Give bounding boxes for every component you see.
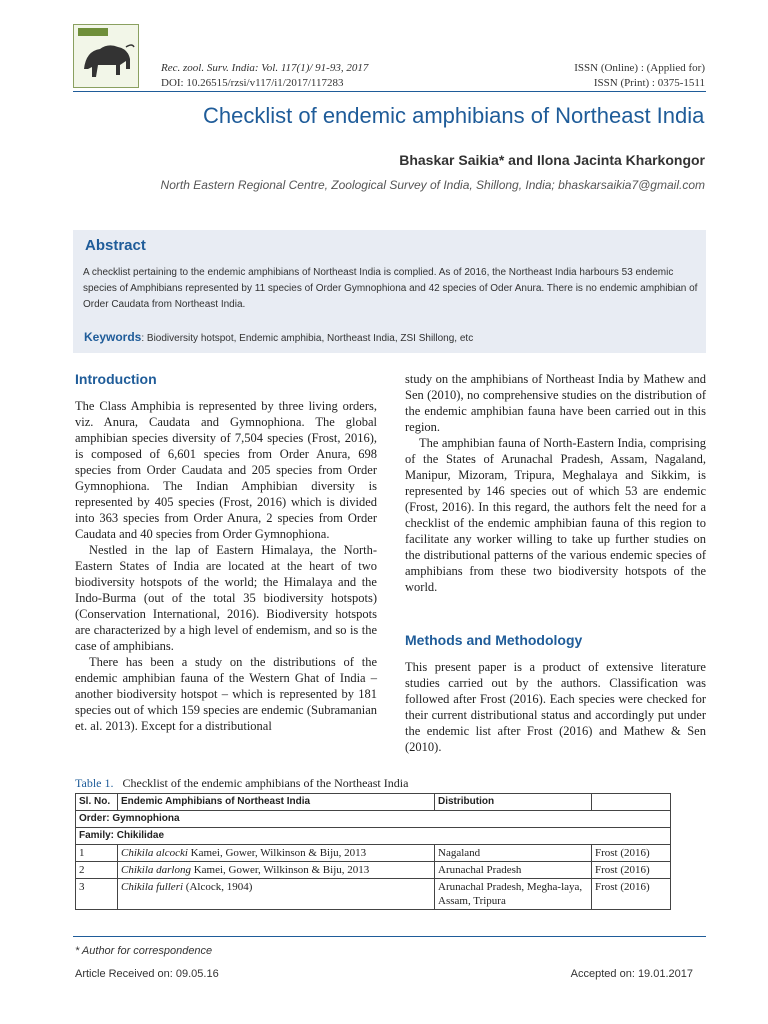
affiliation: North Eastern Regional Centre, Zoological Survey of India, Shillong, India; bhaskarsaikia7@gmail.com [160,178,705,192]
table-row [76,845,671,862]
intro-paragraph-4: study on the amphibians of Northeast India by Mathew and Sen (2010), no comprehensive studies on the distribution of the endemic amphibian fauna have been carried out in this region. [405,372,706,434]
row-number: 1 [76,845,118,862]
family-cell: Family: Chikilidae [76,828,671,845]
methods-paragraph: This present paper is a product of extensive literature studies carried out by the authors. Classification was followed after Frost (2016). Each species were checked for their current distributional status and accordingly put under the endemic list after Frost (2016) and Mathew & Sen (2010). [405,660,706,754]
table-header-row [76,794,671,811]
abstract-text: A checklist pertaining to the endemic amphibians of Northeast India is complied. As of 2016, the Northeast India harbours 53 endemic species of Amphibians represented by 11 species of Order Gymnophiona and 42 species of Oder Anura. There is no endemic amphibian of Order Caudata from Northeast India. [83,267,698,310]
doi-line: DOI: 10.26515/rzsi/v117/i1/2017/117283 [161,77,344,89]
bison-logo-icon [74,25,138,87]
reference-cell: Frost (2016) [592,879,671,910]
intro-paragraph-2: Nestled in the lap of Eastern Himalaya, the North-Eastern States of India are located at the heart of two biodiversity hotspots of the world; the Himalaya and the Indo-Burma (out of the total 35 biodiversity hotspots) (Conservation International, 2016). Biodiversity hotspots are characterized by a high level of endemism, and so is the case of amphibians. [75,543,377,653]
reference-cell: Frost (2016) [592,845,671,862]
intro-paragraph-1: The Class Amphibia is represented by three living orders, viz. Anura, Caudata and Gymnophiona. The global amphibian species diversity of 7,504 species (Frost, 2016), is composed of 6,601 species from Order Anura, 698 species from Order Caudata and 205 species from Order Gymnophiona. The Indian Amphibian diversity is represented by 405 species (Frost, 2016) which is divided into 363 species from Order Anura, 2 species from Order Caudata and 40 species from Order Gymnophiona. [75,399,377,541]
checklist-table [75,793,671,910]
species-cell [118,879,435,910]
order-cell: Order: Gymnophiona [76,811,671,828]
table-row [76,879,671,910]
keywords [84,330,473,344]
order-row [76,811,671,828]
row-number: 2 [76,862,118,879]
issn-block [574,61,705,91]
distribution-cell: Arunachal Pradesh, Megha-laya, Assam, Tripura [435,879,592,910]
methods-column [405,659,706,755]
journal-line: Rec. zool. Surv. India: Vol. 117(1)/ 91-93, 2017 [161,62,369,74]
left-column [75,398,377,734]
species-authority: (Alcock, 1904) [183,881,253,893]
authors: Bhaskar Saikia* and Ilona Jacinta Kharkongor [399,152,705,168]
header-cell: Endemic Amphibians of Northeast India [118,794,435,811]
table-caption [75,776,408,791]
table-row [76,862,671,879]
header-cell: Sl. No. [76,794,118,811]
family-row [76,828,671,845]
distribution-cell: Arunachal Pradesh [435,862,592,879]
header-cell [592,794,671,811]
species-authority: Kamei, Gower, Wilkinson & Biju, 2013 [187,847,367,859]
methods-heading: Methods and Methodology [405,632,583,648]
intro-paragraph-5: The amphibian fauna of North-Eastern India, comprising of the States of Arunachal Pradesh, Assam, Nagaland, Manipur, Mizoram, Tripura, Meghalaya and Sikkim, is represented by 146 species out of which 53 are endemic (Frost, 2016). In this regard, the authors felt the need for a checklist of the endemic amphibian fauna of this region to facilitate any worker willing to take up further studies on the distributional patterns of the various endemic species of amphibians from these two biodiversity hotspots of the world. [405,436,706,594]
header-cell: Distribution [435,794,592,811]
accepted-date: Accepted on: 19.01.2017 [570,968,693,980]
right-column [405,371,706,595]
intro-heading: Introduction [75,371,157,387]
species-authority: Kamei, Gower, Wilkinson & Biju, 2013 [190,864,370,876]
abstract-heading: Abstract [85,237,146,254]
reference-cell: Frost (2016) [592,862,671,879]
correspondence-note: * Author for correspondence [75,945,213,957]
issn-print: ISSN (Print) : 0375-1511 [593,77,705,89]
journal-citation [161,61,368,91]
table-label: Table 1. [75,776,114,790]
paper-title: Checklist of endemic amphibians of Northeast India [203,103,705,128]
species-name: Chikila alcocki [121,847,188,859]
distribution-cell: Nagaland [435,845,592,862]
footer-rule [73,936,706,937]
species-cell [118,862,435,879]
zsi-logo [73,24,139,88]
species-cell [118,845,435,862]
received-date: Article Received on: 09.05.16 [75,968,219,980]
species-name: Chikila fulleri [121,881,184,893]
keywords-label: Keywords [84,330,142,344]
header-rule [73,91,706,92]
table-caption-text: Checklist of the endemic amphibians of the Northeast India [122,776,409,790]
issn-online: ISSN (Online) : (Applied for) [574,62,705,74]
keywords-text: : Biodiversity hotspot, Endemic amphibia, Northeast India, ZSI Shillong, etc [141,333,474,344]
species-name: Chikila darlong [121,864,191,876]
intro-paragraph-3: There has been a study on the distributions of the endemic amphibian fauna of the Western Ghat of India – another biodiversity hotspot – which is represented by 181 species out of which 159 species are endemic (Subramanian et. al. 2013). Except for a distributional [75,655,377,733]
row-number: 3 [76,879,118,910]
